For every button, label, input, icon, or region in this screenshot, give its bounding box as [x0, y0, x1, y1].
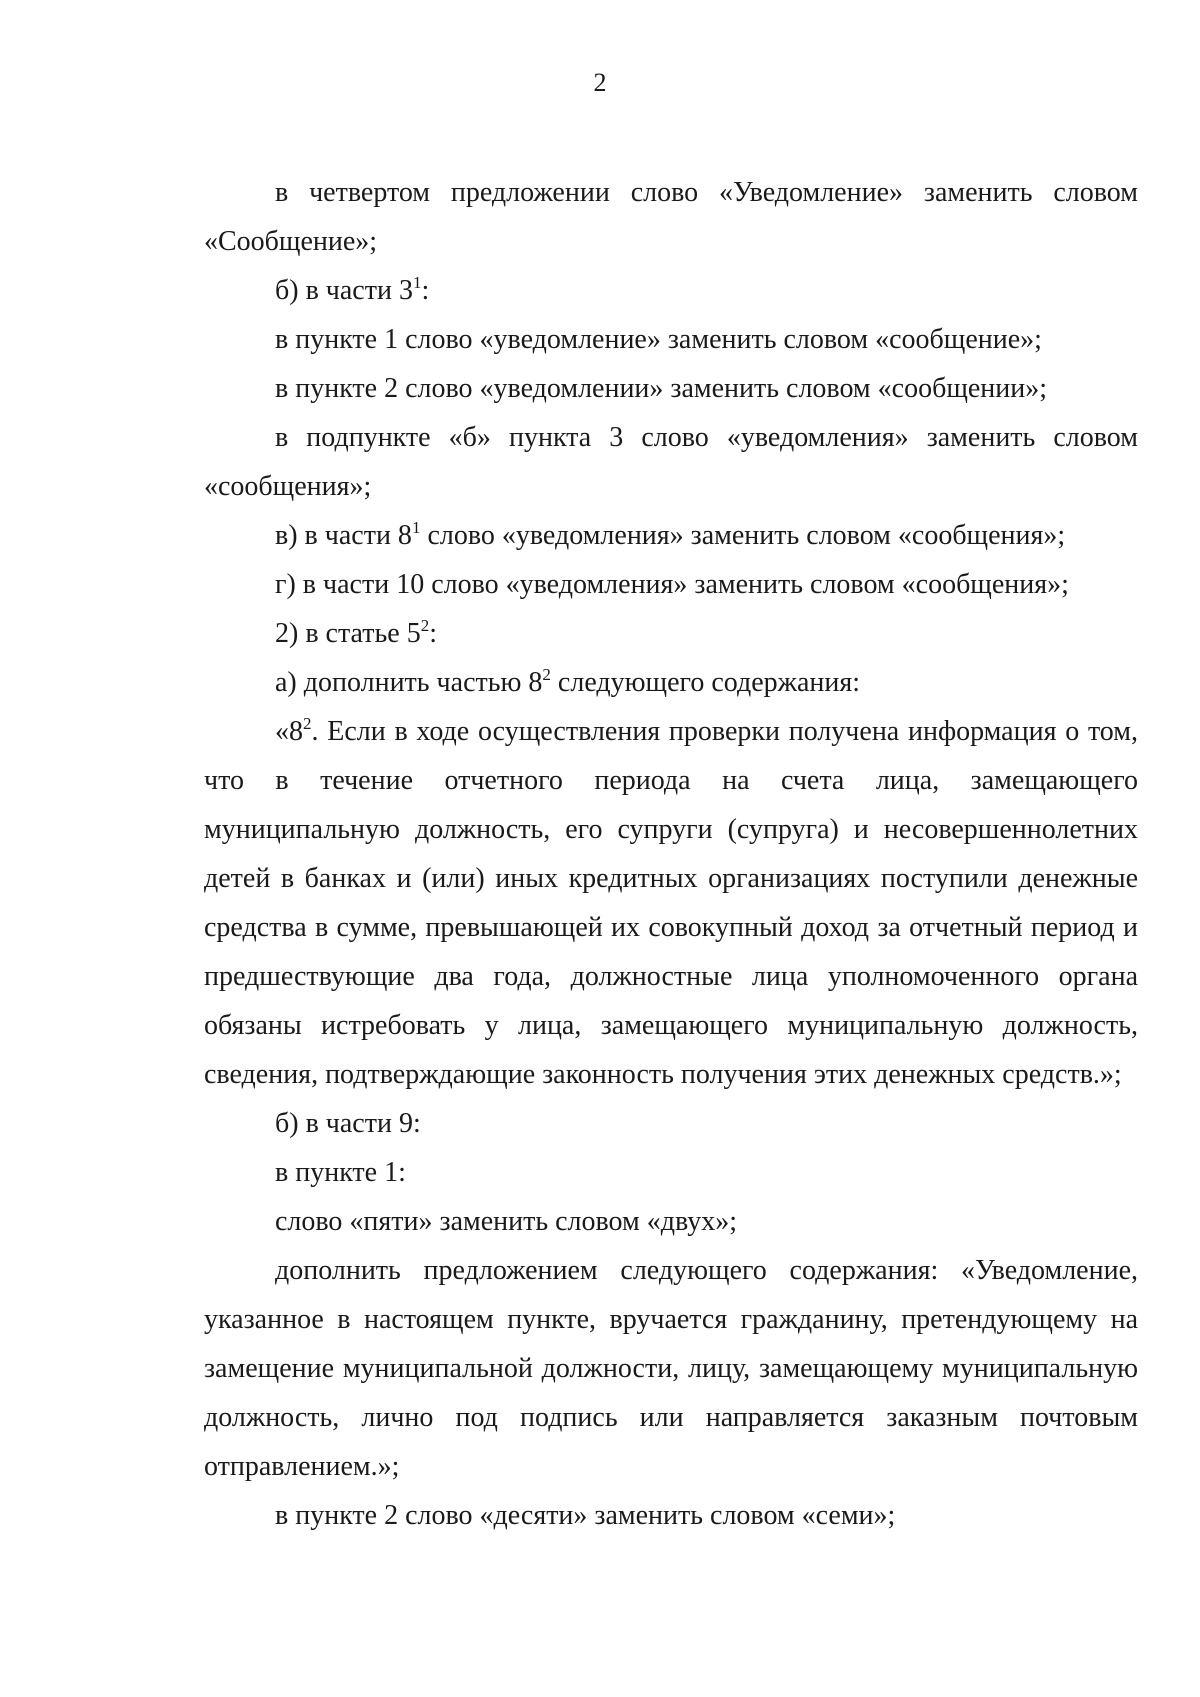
paragraph — [204, 609, 1138, 658]
paragraph-text: в пункте 2 слово «десяти» заменить словом «семи»; — [275, 1500, 896, 1531]
paragraph — [204, 560, 1138, 609]
paragraph-text: . Если в ходе осуществления проверки получена информация о том, что в течение отчетного периода на счета лица, замещающего муниципальную должность, его супруги (супруга) и несовершеннолетних детей в банках и (или) иных кредитных организациях поступили денежные средства в сумме, превышающей их совокупный доход за отчетный период и предшествующие два года, должностные лица уполномоченного органа обязаны истребовать у лица, замещающего муниципальную должность, сведения, подтверждающие законность получения этих денежных средств.»; — [204, 716, 1138, 1090]
paragraph-text: г) в части 10 слово «уведомления» заменить словом «сообщения»; — [275, 569, 1069, 600]
paragraph-text: 2) в статье 5 — [275, 618, 421, 649]
paragraph — [204, 1246, 1138, 1491]
paragraph — [204, 168, 1138, 266]
paragraph-text: слово «уведомления» заменить словом «сообщения»; — [420, 520, 1066, 551]
paragraph-text: : — [429, 618, 437, 649]
superscript-index: 1 — [411, 518, 421, 537]
paragraph — [204, 1491, 1138, 1540]
paragraph — [204, 658, 1138, 707]
paragraph-text: в подпункте «б» пункта 3 слово «уведомления» заменить словом «сообщения»; — [204, 422, 1138, 502]
paragraph-text: слово «пяти» заменить словом «двух»; — [275, 1206, 738, 1237]
paragraph — [204, 364, 1138, 413]
superscript-index: 2 — [542, 665, 551, 684]
superscript-index: 1 — [412, 273, 422, 292]
paragraph — [204, 1197, 1138, 1246]
paragraph-text: в пункте 1: — [275, 1157, 406, 1188]
paragraph — [204, 315, 1138, 364]
paragraph-text: в четвертом предложении слово «Уведомление» заменить словом «Сообщение»; — [204, 177, 1138, 257]
paragraph-text: в пункте 2 слово «уведомлении» заменить словом «сообщении»; — [275, 373, 1048, 404]
paragraph — [204, 266, 1138, 315]
paragraph — [204, 1099, 1138, 1148]
paragraph-text: : — [421, 275, 430, 306]
paragraph-text: б) в части 3 — [275, 275, 413, 306]
paragraph-text: «8 — [275, 716, 303, 747]
paragraph-text: следующего содержания: — [550, 667, 861, 698]
paragraph-text: дополнить предложением следующего содержания: «Уведомление, указанное в настоящем пункте, вручается гражданину, претендующему на замещение муниципальной должности, лицу, замещающему муниципальную должность, лично под подпись или направляется заказным почтовым отправлением.»; — [204, 1255, 1138, 1482]
paragraph-text: в) в части 8 — [275, 520, 412, 551]
page-number: 2 — [593, 68, 607, 97]
document-body — [204, 168, 1138, 1540]
superscript-index: 2 — [303, 714, 312, 733]
paragraph-text: в пункте 1 слово «уведомление» заменить словом «сообщение»; — [275, 324, 1042, 355]
superscript-index: 2 — [420, 616, 430, 635]
paragraph — [204, 707, 1138, 1099]
paragraph — [204, 1148, 1138, 1197]
paragraph — [204, 511, 1138, 560]
paragraph — [204, 413, 1138, 511]
paragraph-text: б) в части 9: — [275, 1108, 421, 1139]
paragraph-text: а) дополнить частью 8 — [275, 667, 543, 698]
